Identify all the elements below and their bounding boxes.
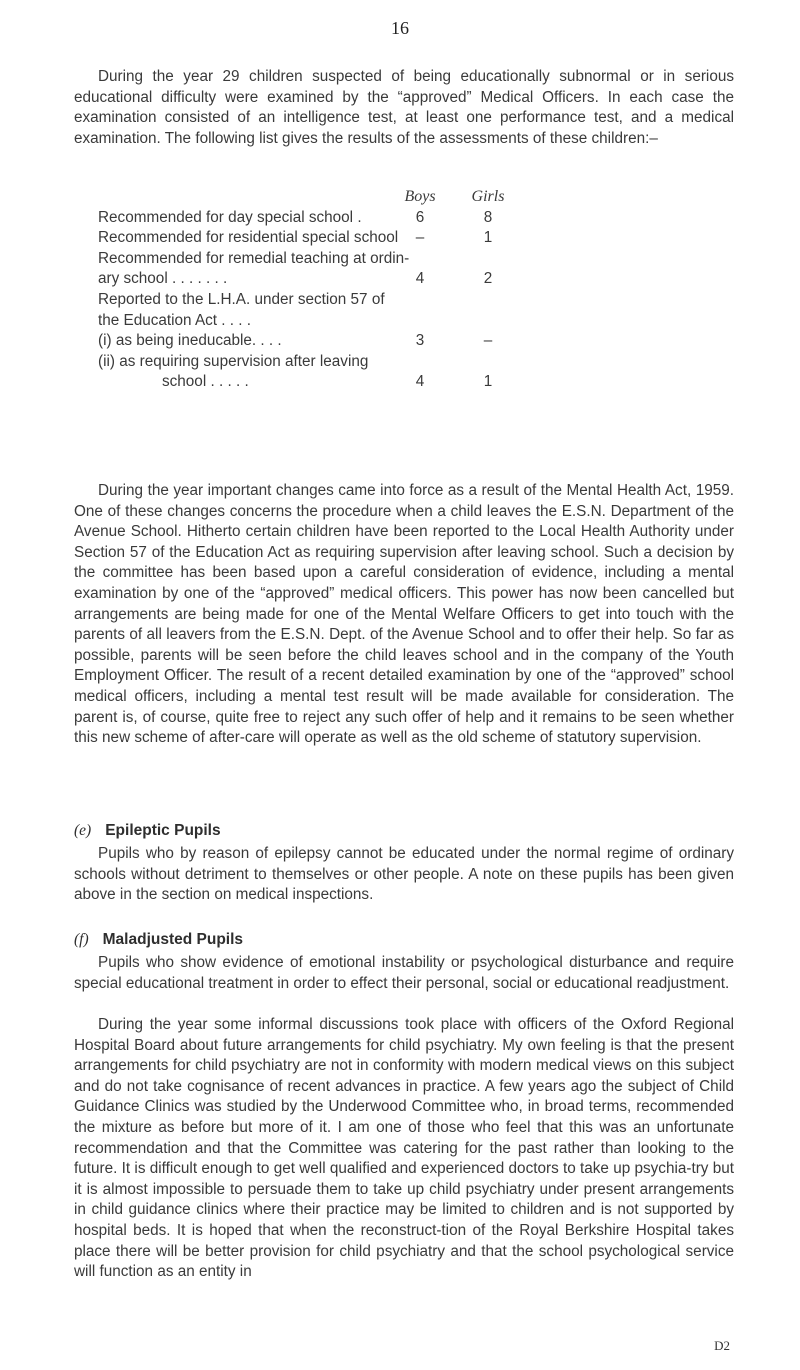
mental-health-text: During the year important changes came into force as a result of the Mental Health Act, 1959. One of these changes concerns the procedure when a child leaves the E.S.N. Department of the Avenue School. Hitherto certain children have been reported to the Local Health Authority under Section 57 of the Education Act as requiring supervision after leaving school. Such a decision by the committee has been based upon a careful consideration of evidence, including a mental examination by one of the “approved” medical officers. This power has now been cancelled but arrangements are being made for one of the Mental Welfare Officers to get into touch with the parents of all leavers from the E.S.N. Dept. of the Avenue School and to offer their help. So far as possible, parents will be seen before the child leaves school and in the company of the Youth Employment Officer. The result of a recent detailed examination by one of the “approved” school medical officers, including a mental test result will be made available for consideration. The parent is, of course, quite free to reject any such offer of help and it remains to be seen whether this new scheme of after-care will operate as well as the old scheme of statutory supervision.	[74, 482, 734, 747]
mental-health-paragraph	[74, 481, 734, 749]
table-row	[98, 290, 698, 311]
girls-value: 1	[483, 229, 493, 247]
girls-value: 1	[483, 373, 493, 391]
row-label: school . . . . .	[162, 373, 249, 391]
assessment-table	[98, 187, 698, 393]
column-header-boys: Boys	[404, 188, 436, 205]
table-row	[98, 228, 698, 249]
section-letter: (e)	[74, 822, 92, 839]
table-header	[98, 187, 698, 208]
row-label: Recommended for remedial teaching at ordin-	[98, 249, 410, 267]
table-row	[98, 311, 698, 332]
row-label: ary school . . . . . . .	[98, 270, 228, 288]
maladjusted-text-1: Pupils who show evidence of emotional instability or psychological disturbance and require special educational treatment in order to effect their personal, social or educational readjustment.	[74, 954, 734, 992]
row-label: Recommended for day special school .	[98, 208, 362, 226]
boys-value: 6	[415, 208, 425, 226]
row-label: Reported to the L.H.A. under section 57 of	[98, 290, 385, 308]
section-letter: (f)	[74, 931, 89, 948]
page-number: 16	[391, 18, 409, 38]
girls-value: 2	[483, 270, 493, 288]
table-row	[98, 372, 698, 393]
section-title: Epileptic Pupils	[105, 822, 221, 839]
intro-paragraph	[74, 67, 734, 149]
section-title: Maladjusted Pupils	[102, 931, 244, 948]
table-row	[98, 269, 698, 290]
epileptic-text: Pupils who by reason of epilepsy cannot be educated under the normal regime of ordinary schools without detriment to themselves or other people. A note on these pupils has been given above in the section on medical inspections.	[74, 845, 734, 904]
girls-value: –	[483, 332, 493, 350]
boys-value: 3	[415, 332, 425, 350]
boys-value: 4	[415, 270, 425, 288]
maladjusted-paragraph-2	[74, 1015, 734, 1283]
table-row	[98, 249, 698, 270]
boys-value: –	[415, 229, 425, 247]
girls-value: 8	[483, 208, 493, 226]
row-label: the Education Act . . . .	[98, 311, 252, 329]
section-heading-maladjusted	[74, 931, 243, 949]
row-label: (i) as being ineducable. . . .	[98, 332, 282, 350]
maladjusted-paragraph-1	[74, 953, 734, 994]
row-label: (ii) as requiring supervision after leaving	[98, 352, 369, 370]
table-row	[98, 331, 698, 352]
epileptic-paragraph	[74, 844, 734, 906]
maladjusted-text-2: During the year some informal discussions took place with officers of the Oxford Regional Hospital Board about future arrangements for child psychiatry. My own feeling is that the present arrangements for child psychiatry are not in conformity with modern medical views on this subject and do not take cognisance of recent advances in practice. A few years ago the subject of Child Guidance Clinics was studied by the Underwood Committee who, in broad terms, recommended the mixture as before but more of it. I am one of those who feel that this was an unfortunate recommendation and that the Committee was catering for the past rather than looking to the future. It is difficult enough to get well qualified and experienced doctors to take up psychia-try but it is almost impossible to persuade them to take up child psychiatry under present arrangements in child guidance clinics where their practice may be limited to children and is not supported by hospital beds. It is hoped that when the reconstruct-tion of the Royal Berkshire Hospital takes place there will be better provision for child psychiatry and that the school psychological service will function as an entity in	[74, 1016, 734, 1281]
table-row	[98, 208, 698, 229]
column-header-girls: Girls	[471, 188, 505, 205]
signature-mark: D2	[714, 1338, 730, 1353]
section-heading-epileptic	[74, 822, 221, 840]
intro-text: During the year 29 children suspected of being educationally subnormal or in serious educational difficulty were examined by the “approved” Medical Officers. In each case the examination consisted of an intelligence test, at least one performance test, and a medical examination. The following list gives the results of the assessments of these children:–	[74, 68, 734, 147]
row-label: Recommended for residential special school	[98, 229, 399, 247]
boys-value: 4	[415, 373, 425, 391]
table-row	[98, 352, 698, 373]
